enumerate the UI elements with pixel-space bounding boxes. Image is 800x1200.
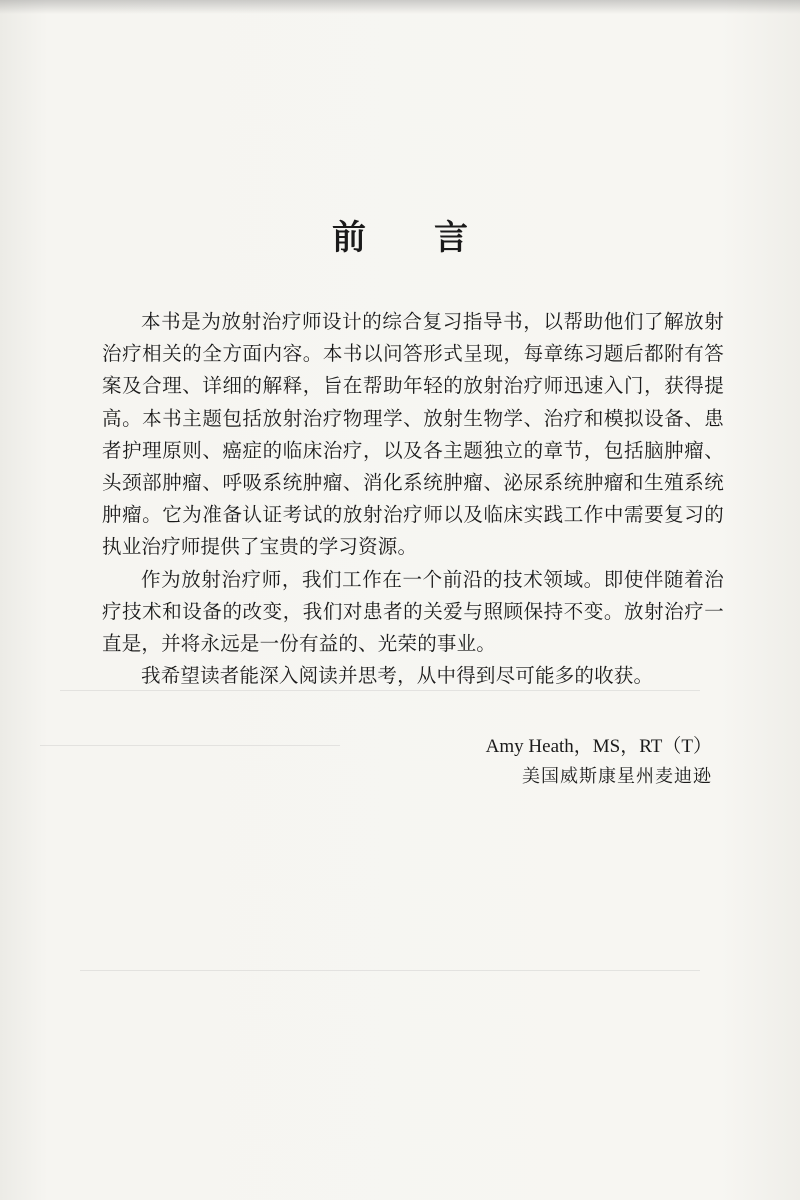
page-title [0,210,800,259]
bleed-line [80,970,700,971]
author-location: 美国威斯康星州麦迪逊 [522,766,712,787]
signature-block [486,732,712,792]
paragraph-3: 我希望读者能深入阅读并思考，从中得到尽可能多的收获。 [141,664,654,688]
title-char-1: 前 [332,218,366,258]
bleed-line [40,745,340,746]
paragraph-1: 本书是为放射治疗师设计的综合复习指导书，以帮助他们了解放射治疗相关的全方面内容。本书以问答形式呈现，每章练习题后都附有答案及合理、详细的解释，旨在帮助年轻的放射治疗师迅速入门，获得提高。本书主题包括放射治疗物理学、放射生物学、治疗和模拟设备、患者护理原则、癌症的临床治疗，以及各主题独立的章节，包括脑肿瘤、头颈部肿瘤、呼吸系统肿瘤、消化系统肿瘤、泌尿系统肿瘤和生殖系统肿瘤。它为准备认证考试的放射治疗师以及临床实践工作中需要复习的执业治疗师提供了宝贵的学习资源。 [102,310,724,559]
scan-shadow [0,0,800,14]
author-name: Amy Heath，MS，RT（T） [485,736,712,757]
preface-body [102,306,724,692]
title-char-2: 言 [434,218,468,258]
paragraph-2: 作为放射治疗师，我们工作在一个前沿的技术领域。即使伴随着治疗技术和设备的改变，我们对患者的关爱与照顾保持不变。放射治疗一直是，并将永远是一份有益的、光荣的事业。 [102,567,724,656]
